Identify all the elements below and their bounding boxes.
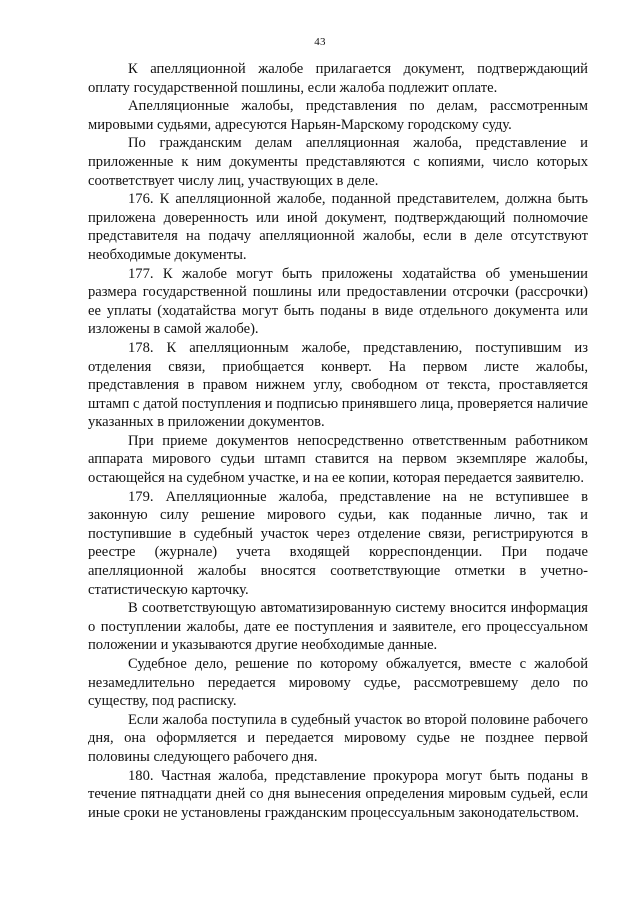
paragraph: Судебное дело, решение по которому обжалуется, вместе с жалобой незамедлительно передается мировому судье, рассмотревшему дело по существу, под расписку. xyxy=(88,656,588,710)
paragraph: 176. К апелляционной жалобе, поданной представителем, должна быть приложена доверенность или иной документ, подтверждающий полномочие представителя на подачу апелляционной жалобы, если в деле отсутствуют необходимые документы. xyxy=(88,191,588,263)
document-body xyxy=(88,60,588,822)
paragraph: 177. К жалобе могут быть приложены ходатайства об уменьшении размера государственной пошлины или предоставлении отсрочки (рассрочки) ее уплаты (ходатайства могут быть поданы в виде отдельного документа или изложены в самой жалобе). xyxy=(88,265,588,338)
paragraph: Если жалоба поступила в судебный участок во второй половине рабочего дня, она оформляется и передается мировому судье не позднее первой половины следующего рабочего дня. xyxy=(88,711,588,765)
paragraph: 178. К апелляционным жалобе, представлению, поступившим из отделения связи, приобщается конверт. На первом листе жалобы, представления в правом нижнем углу, свободном от текста, проставляется штамп с датой поступления и подписью принявшего лица, проверяется наличие указанных в приложении документов. xyxy=(88,339,588,431)
paragraph: В соответствующую автоматизированную систему вносится информация о поступлении жалобы, дате ее поступления и заявителе, его процессуальном положении и указываются другие необходимые данные. xyxy=(88,600,588,654)
paragraph: 179. Апелляционные жалоба, представление на не вступившее в законную силу решение мирового судьи, как поданные лично, так и поступившие в судебный участок через отделение связи, регистрируются в реестре (журнале) учета входящей корреспонденции. При подаче апелляционной жалобы вносятся соответствующие отметки в учетно-статистическую карточку. xyxy=(88,488,588,598)
paragraph: Апелляционные жалобы, представления по делам, рассмотренным мировыми судьями, адресуются Нарьян-Марскому городскому суду. xyxy=(88,98,588,133)
paragraph: К апелляционной жалобе прилагается документ, подтверждающий оплату государственной пошлины, если жалоба подлежит оплате. xyxy=(88,61,588,96)
paragraph: По гражданским делам апелляционная жалоба, представление и приложенные к ним документы представляются с копиями, число которых соответствует числу лиц, участвующих в деле. xyxy=(88,135,588,189)
paragraph: При приеме документов непосредственно ответственным работником аппарата мирового судьи штамп ставится на первом экземпляре жалобы, остающейся на судебном участке, и на ее копии, которая передается заявителю. xyxy=(88,432,588,487)
paragraph: 180. Частная жалоба, представление прокурора могут быть поданы в течение пятнадцати дней со дня вынесения определения мировым судьей, если иные сроки не установлены гражданским процессуальным законодательством. xyxy=(88,767,588,821)
page-number: 43 xyxy=(314,36,326,48)
